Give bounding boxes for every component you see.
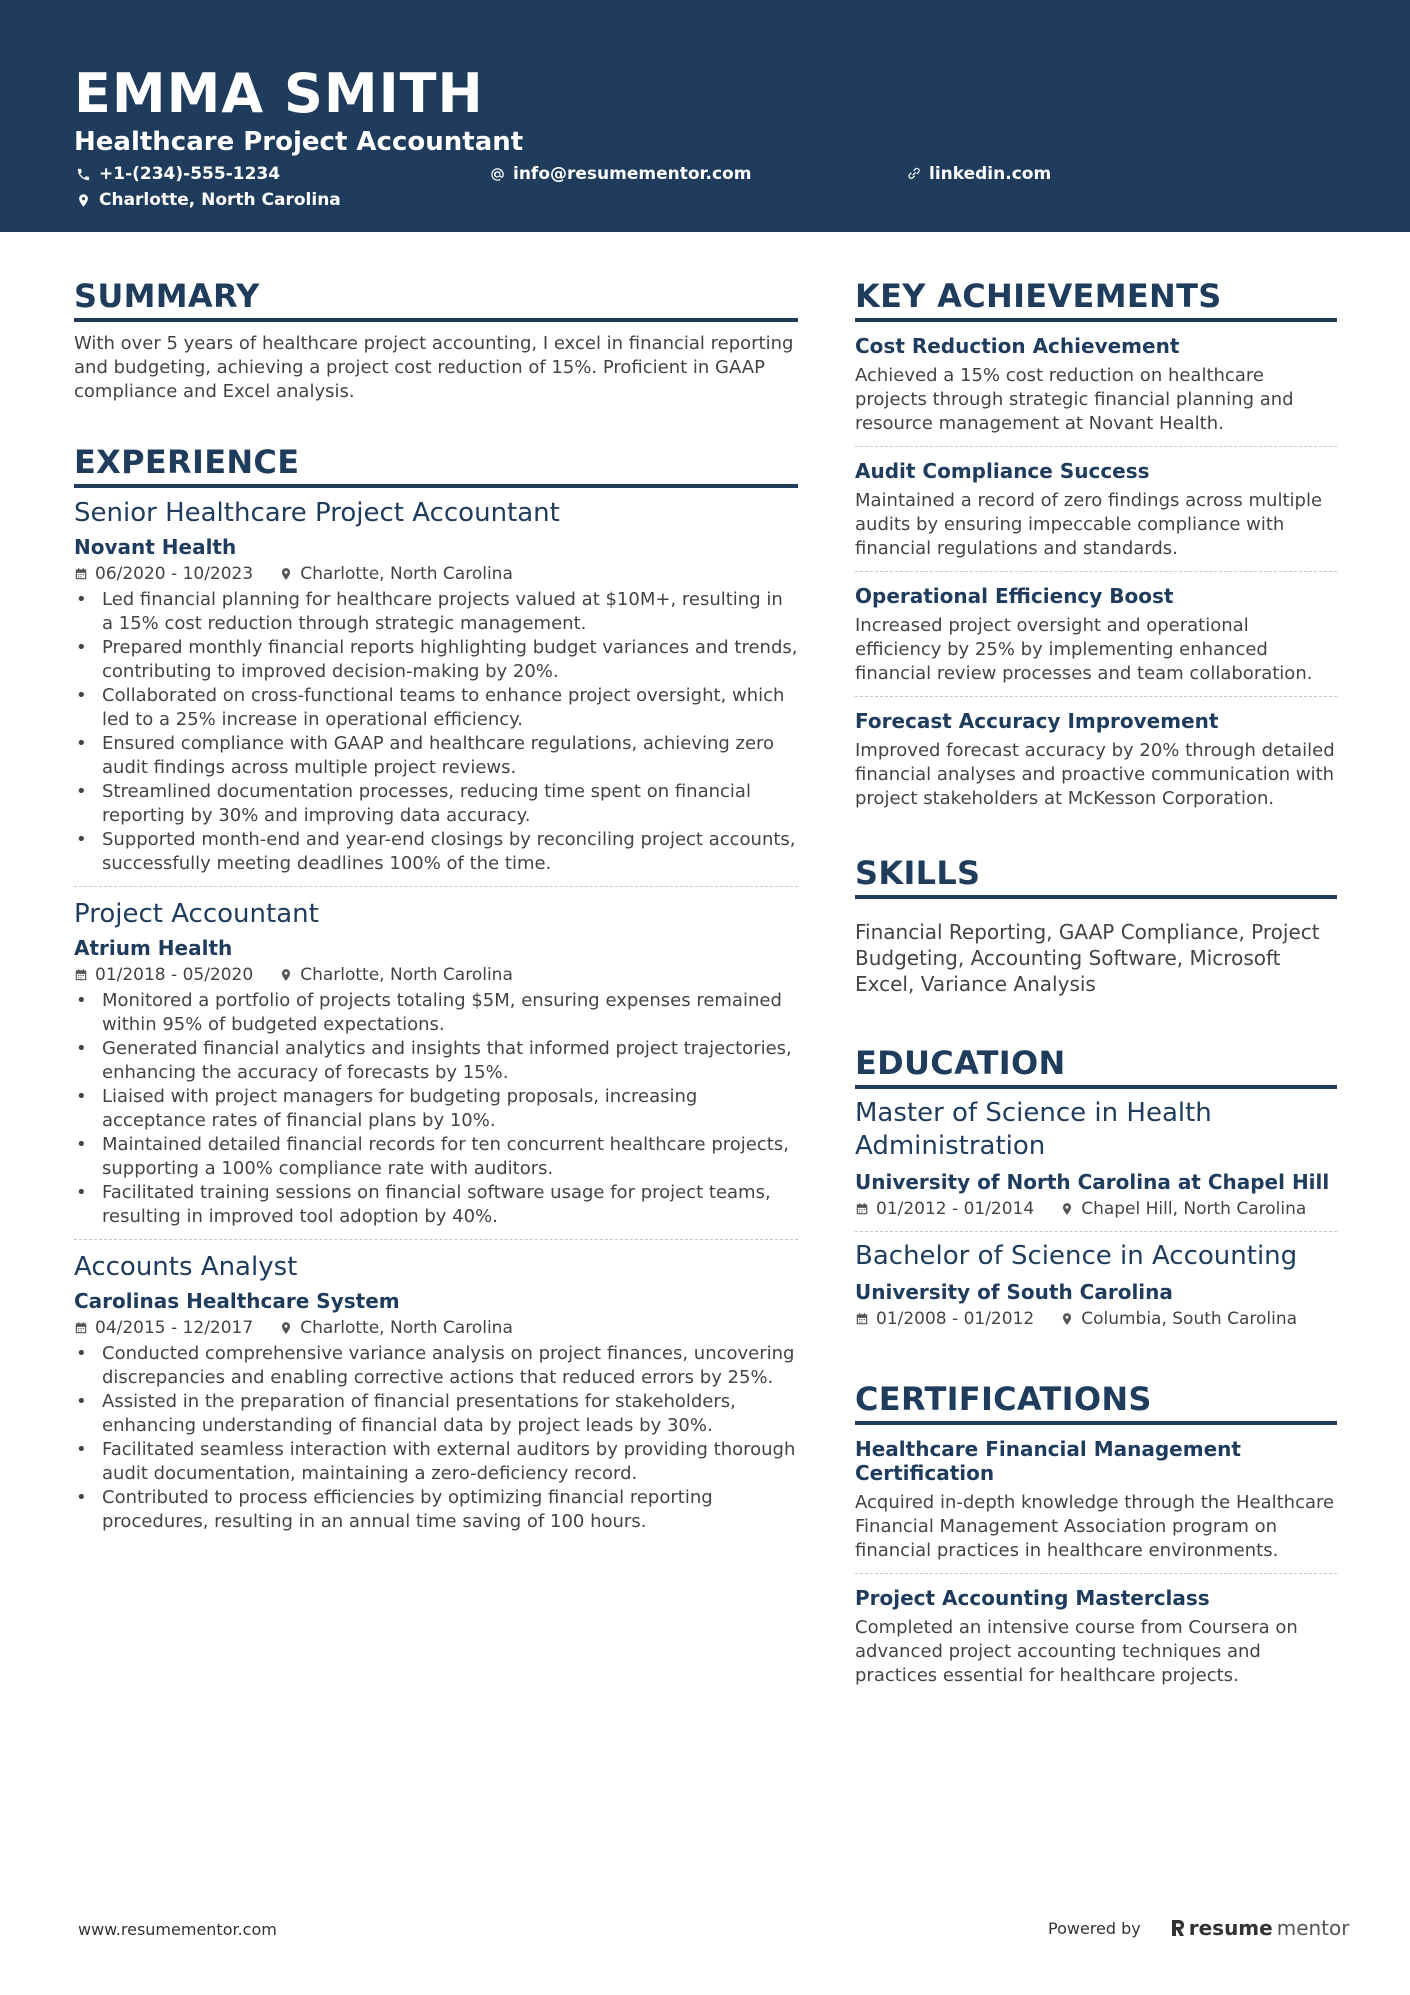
contact-email[interactable] (490, 163, 751, 185)
bullet-item: • Facilitated training sessions on financial software usage for project teams, resulting in improved tool adoption by 40%. (74, 1181, 798, 1229)
school-name: University of North Carolina at Chapel Hill (855, 1170, 1330, 1194)
job-meta (74, 963, 798, 987)
job-location-text: Charlotte, North Carolina (300, 965, 513, 985)
summary-text: With over 5 years of healthcare project accounting, I excel in financial reporting and budgeting, achieving a project cost reduction of 15%. Proficient in GAAP compliance and Excel analysis. (74, 333, 794, 402)
job-dates (74, 1316, 253, 1340)
brand-text-mentor: mentor (1276, 1916, 1350, 1940)
calendar-icon (855, 1202, 869, 1216)
calendar-icon (74, 567, 88, 581)
bullet-item: • Ensured compliance with GAAP and healthcare regulations, achieving zero audit findings across multiple project reviews. (74, 732, 798, 780)
brand-logo[interactable] (1171, 1916, 1350, 1940)
job-dates (74, 963, 253, 987)
footer-branding (1048, 1916, 1349, 1940)
degree-title: Master of Science in Health Administration (855, 1098, 1212, 1161)
job-meta (74, 562, 798, 586)
resumementor-logo-icon (1171, 1918, 1185, 1938)
achievements-section (855, 276, 1337, 821)
location-pin-icon (1060, 1202, 1074, 1216)
footer-website[interactable]: www.resumementor.com (78, 1920, 277, 1939)
link-icon (906, 167, 921, 182)
job-location (279, 963, 513, 987)
education-location-text: Chapel Hill, North Carolina (1081, 1199, 1307, 1219)
education-dates (855, 1197, 1034, 1221)
location-pin-icon (279, 968, 293, 982)
education-location (1060, 1197, 1306, 1221)
certification-item (855, 1425, 1337, 1574)
job-meta (74, 1316, 798, 1340)
phone-icon (76, 167, 91, 182)
education-location (1060, 1307, 1297, 1331)
calendar-icon (74, 1321, 88, 1335)
bullet-item: • Streamlined documentation processes, reducing time spent on financial reporting by 30% and improving data accuracy. (74, 780, 798, 828)
contact-phone (76, 163, 280, 185)
certification-desc: Acquired in-depth knowledge through the Healthcare Financial Management Association program on financial practices in healthcare environments. (855, 1492, 1335, 1561)
job-location-text: Charlotte, North Carolina (300, 564, 513, 584)
email-text: info@resumementor.com (513, 164, 752, 184)
school-name: University of South Carolina (855, 1280, 1173, 1304)
job-location-text: Charlotte, North Carolina (300, 1318, 513, 1338)
achievement-desc: Increased project oversight and operational efficiency by 25% by implementing enhanced financial review processes and team collaboration. (855, 615, 1313, 684)
company-name: Novant Health (74, 535, 237, 559)
brand-text-resume: resume (1188, 1916, 1273, 1940)
achievement-title: Audit Compliance Success (855, 459, 1150, 483)
experience-entry (74, 1250, 798, 1544)
skills-text: Financial Reporting, GAAP Compliance, Project Budgeting, Accounting Software, Microsoft Excel, Variance Analysis (855, 920, 1320, 996)
bullet-item: • Collaborated on cross-functional teams to enhance project oversight, which led to a 25% increase in operational efficiency. (74, 684, 798, 732)
job-dates-text: 04/2015 - 12/2017 (95, 1318, 254, 1338)
calendar-icon (74, 968, 88, 982)
calendar-icon (855, 1312, 869, 1326)
summary-section (74, 276, 798, 404)
education-location-text: Columbia, South Carolina (1081, 1309, 1298, 1329)
achievement-item (855, 447, 1337, 572)
bullet-item: • Led financial planning for healthcare projects valued at $10M+, resulting in a 15% cost reduction through strategic management. (74, 588, 798, 636)
at-icon (490, 167, 505, 182)
right-column (855, 276, 1337, 1736)
experience-entry (74, 897, 798, 1240)
certifications-section (855, 1379, 1337, 1698)
achievement-item (855, 322, 1337, 447)
certification-title: Project Accounting Masterclass (855, 1586, 1210, 1610)
experience-entry (74, 496, 798, 887)
resume-header (0, 0, 1410, 232)
job-dates (74, 562, 253, 586)
location-pin-icon (279, 567, 293, 581)
location-pin-icon (1060, 1312, 1074, 1326)
bullet-item: • Contributed to process efficiencies by optimizing financial reporting procedures, resulting in an annual time saving of 100 hours. (74, 1486, 798, 1534)
job-location (279, 1316, 513, 1340)
education-meta (855, 1307, 1337, 1331)
bullet-item: • Prepared monthly financial reports highlighting budget variances and trends, contributing to improved decision-making by 20%. (74, 636, 798, 684)
education-dates (855, 1307, 1034, 1331)
section-title-education: EDUCATION (855, 1043, 1337, 1089)
job-bullets (74, 989, 798, 1229)
education-entry (855, 1232, 1337, 1341)
bullet-item: • Facilitated seamless interaction with external auditors by providing thorough audit documentation, maintaining a zero-deficiency record. (74, 1438, 798, 1486)
achievement-desc: Achieved a 15% cost reduction on healthcare projects through strategic financial planning and resource management at Novant Health. (855, 365, 1294, 434)
location-pin-icon (279, 1321, 293, 1335)
certification-item (855, 1574, 1337, 1698)
achievement-title: Forecast Accuracy Improvement (855, 709, 1219, 733)
achievement-title: Operational Efficiency Boost (855, 584, 1174, 608)
contact-linkedin[interactable] (906, 163, 1051, 185)
education-meta (855, 1197, 1337, 1221)
job-title: Project Accountant (74, 899, 319, 929)
experience-section (74, 442, 798, 1544)
education-dates-text: 01/2012 - 01/2014 (876, 1199, 1035, 1219)
contact-location (76, 189, 341, 211)
degree-title: Bachelor of Science in Accounting (855, 1241, 1298, 1271)
bullet-item: • Supported month-end and year-end closings by reconciling project accounts, successfully meeting deadlines 100% of the time. (74, 828, 798, 876)
section-title-certifications: CERTIFICATIONS (855, 1379, 1337, 1425)
certification-desc: Completed an intensive course from Coursera on advanced project accounting techniques and practices essential for healthcare projects. (855, 1617, 1298, 1686)
education-section (855, 1043, 1337, 1341)
section-title-experience: EXPERIENCE (74, 442, 798, 488)
certification-title: Healthcare Financial Management Certification (855, 1437, 1241, 1485)
linkedin-text: linkedin.com (929, 164, 1052, 184)
bullet-item: • Generated financial analytics and insights that informed project trajectories, enhancing the accuracy of forecasts by 15%. (74, 1037, 798, 1085)
achievement-item (855, 697, 1337, 821)
section-title-summary: SUMMARY (74, 276, 798, 322)
candidate-name: EMMA SMITH (74, 62, 484, 125)
job-title: Senior Healthcare Project Accountant (74, 498, 560, 528)
company-name: Carolinas Healthcare System (74, 1289, 400, 1313)
company-name: Atrium Health (74, 936, 233, 960)
job-location (279, 562, 513, 586)
bullet-item: • Monitored a portfolio of projects totaling $5M, ensuring expenses remained within 95% of budgeted expectations. (74, 989, 798, 1037)
phone-text: +1-(234)-555-1234 (99, 164, 281, 184)
achievement-desc: Improved forecast accuracy by 20% through detailed financial analyses and proactive communication with project stakeholders at McKesson Corporation. (855, 740, 1335, 809)
job-bullets (74, 1342, 798, 1534)
job-dates-text: 06/2020 - 10/2023 (95, 564, 254, 584)
job-bullets (74, 588, 798, 876)
section-title-skills: SKILLS (855, 853, 1337, 899)
achievement-title: Cost Reduction Achievement (855, 334, 1180, 358)
powered-by-label: Powered by (1048, 1918, 1141, 1938)
left-column (74, 276, 798, 1582)
achievement-item (855, 572, 1337, 697)
job-title: Accounts Analyst (74, 1252, 298, 1282)
achievement-desc: Maintained a record of zero findings across multiple audits by ensuring impeccable compliance with financial regulations and standards. (855, 490, 1323, 559)
skills-section (855, 853, 1337, 997)
location-pin-icon (76, 193, 91, 208)
bullet-item: • Assisted in the preparation of financial presentations for stakeholders, enhancing understanding of financial data by project leads by 30%. (74, 1390, 798, 1438)
candidate-role: Healthcare Project Accountant (74, 127, 524, 157)
bullet-item: • Maintained detailed financial records for ten concurrent healthcare projects, supporting a 100% compliance rate with auditors. (74, 1133, 798, 1181)
job-dates-text: 01/2018 - 05/2020 (95, 965, 254, 985)
bullet-item: • Conducted comprehensive variance analysis on project finances, uncovering discrepancies and enabling corrective actions that reduced errors by 25%. (74, 1342, 798, 1390)
education-entry (855, 1089, 1337, 1232)
bullet-item: • Liaised with project managers for budgeting proposals, increasing acceptance rates of financial plans by 10%. (74, 1085, 798, 1133)
location-text: Charlotte, North Carolina (99, 190, 341, 210)
education-dates-text: 01/2008 - 01/2012 (876, 1309, 1035, 1329)
section-title-achievements: KEY ACHIEVEMENTS (855, 276, 1337, 322)
